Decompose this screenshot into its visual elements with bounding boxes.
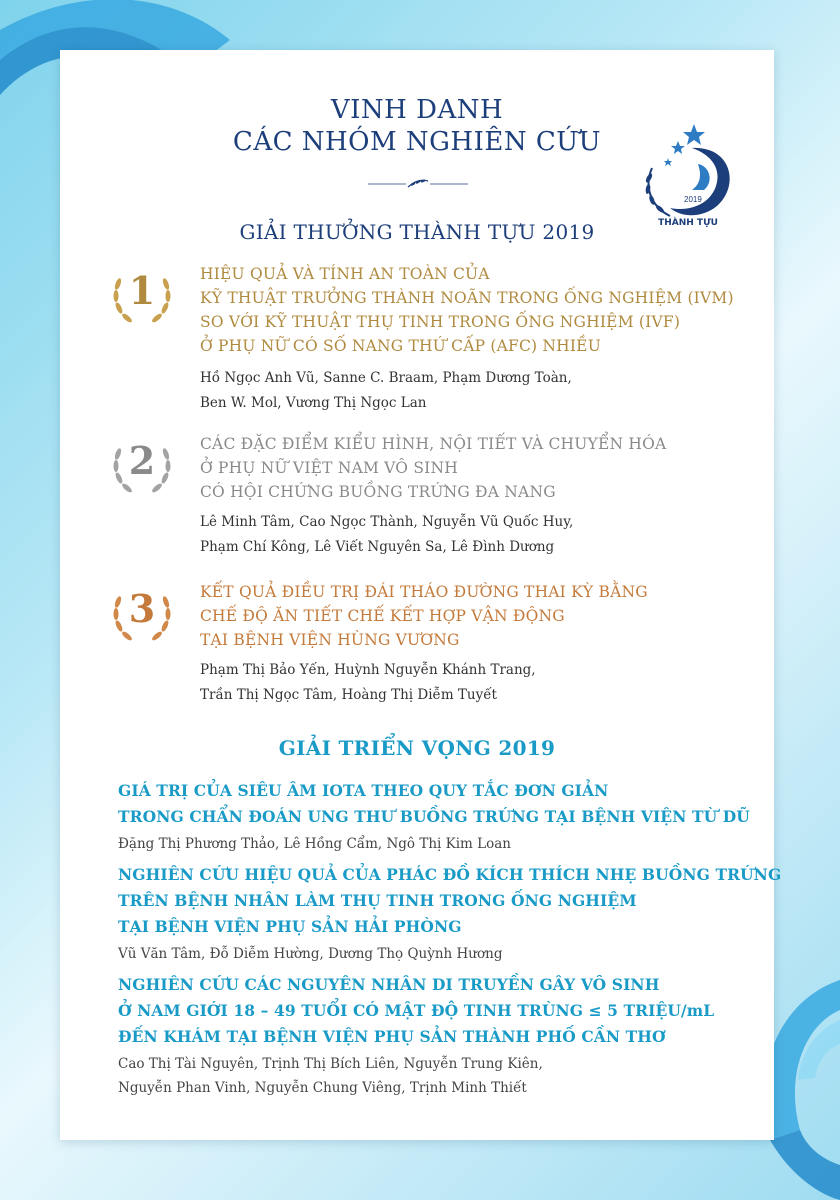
prospect-3-authors: Cao Thị Tài Nguyên, Trịnh Thị Bích Liên, Nguyễn Trung Kiên, Nguyễn Phan Vinh, Nguyễn Chung Viêng, Trịnh Minh Thiết [118, 1056, 543, 1096]
award-1-title: HIỆU QUẢ VÀ TÍNH AN TOÀN CỦA KỸ THUẬT TRƯỞNG THÀNH NOÃN TRONG ỐNG NGHIỆM (IVM) SO VỚI KỸ THUẬT THỤ TINH TRONG ỐNG NGHIỆM (IVF) Ở PHỤ NỮ CÓ SỐ NANG THỨ CẤP (AFC) NHIỀU [200, 265, 734, 355]
logo-year: 2019 [684, 195, 702, 204]
award-1-rank: 1 [128, 268, 156, 313]
award-2-authors: Lê Minh Tâm, Cao Ngọc Thành, Nguyễn Vũ Quốc Huy, Phạm Chí Kông, Lê Viết Nguyên Sa, Lê Đình Dương [200, 514, 574, 555]
title-line-2: CÁC NHÓM NGHIÊN CỨU [232, 127, 602, 157]
prospect-1 [118, 778, 758, 856]
logo-caption: THÀNH TỰU [658, 218, 718, 228]
title-line-1: VINH DANH [330, 95, 504, 125]
certificate-card [60, 50, 782, 1140]
award-3-rank: 3 [128, 586, 156, 631]
prospect-2 [118, 862, 782, 966]
prospect-2-authors: Vũ Văn Tâm, Đỗ Diễm Hường, Dương Thọ Quỳnh Hương [118, 946, 503, 962]
achievement-logo-icon [632, 86, 742, 236]
award-1-authors: Hồ Ngọc Anh Vũ, Sanne C. Braam, Phạm Dương Toàn, Ben W. Mol, Vương Thị Ngọc Lan [200, 370, 572, 411]
award-3-title: KẾT QUẢ ĐIỀU TRỊ ĐÁI THÁO ĐƯỜNG THAI KỲ BẰNG CHẾ ĐỘ ĂN TIẾT CHẾ KẾT HỢP VẬN ĐỘNG TẠI BỆNH VIỆN HÙNG VƯƠNG [200, 583, 648, 649]
prospect-section-title: GIẢI TRIỂN VỌNG 2019 [278, 736, 556, 760]
award-2-rank: 2 [128, 438, 156, 483]
award-2-title: CÁC ĐẶC ĐIỂM KIỂU HÌNH, NỘI TIẾT VÀ CHUYỂN HÓA Ở PHỤ NỮ VIỆT NAM VÔ SINH CÓ HỘI CHỨNG BUỒNG TRỨNG ĐA NANG [200, 435, 667, 501]
award-3-authors: Phạm Thị Bảo Yến, Huỳnh Nguyễn Khánh Trang, Trần Thị Ngọc Tâm, Hoàng Thị Diễm Tuyết [200, 662, 536, 703]
prospect-3-title: NGHIÊN CỨU CÁC NGUYÊN NHÂN DI TRUYỀN GÂY VÔ SINH Ở NAM GIỚI 18 – 49 TUỔI CÓ MẬT ĐỘ TINH TRÙNG ≤ 5 TRIỆU/mL ĐẾN KHÁM TẠI BỆNH VIỆN PHỤ SẢN THÀNH PHỐ CẦN THƠ [118, 975, 715, 1046]
prospect-1-title: GIÁ TRỊ CỦA SIÊU ÂM IOTA THEO QUY TẮC ĐƠN GIẢN TRONG CHẨN ĐOÁN UNG THƯ BUỒNG TRỨNG TẠI BỆNH VIỆN TỪ DŨ [118, 781, 750, 826]
laurel-divider-icon [368, 176, 468, 192]
prospect-1-authors: Đặng Thị Phương Thảo, Lê Hồng Cẩm, Ngô Thị Kim Loan [118, 836, 511, 852]
prospect-3 [118, 972, 758, 1100]
prospect-2-title: NGHIÊN CỨU HIỆU QUẢ CỦA PHÁC ĐỒ KÍCH THÍCH NHẸ BUỒNG TRỨNG TRÊN BỆNH NHÂN LÀM THỤ TINH TRONG ỐNG NGHIỆM TẠI BỆNH VIỆN PHỤ SẢN HẢI PHÒNG [118, 865, 782, 936]
achievement-section-title: GIẢI THƯỞNG THÀNH TỰU 2019 [239, 220, 595, 244]
